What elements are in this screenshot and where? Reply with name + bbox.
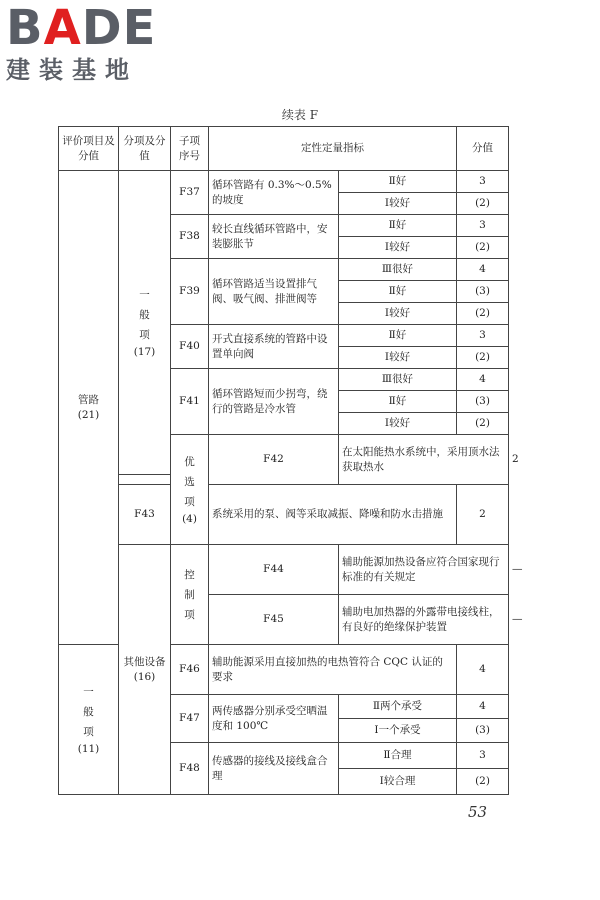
header-row (59, 127, 509, 171)
item-score: 4 (457, 695, 509, 719)
item-grade: Ⅲ很好 (339, 369, 457, 391)
item-score: (3) (457, 719, 509, 743)
table-row: F45 辅助电加热器的外露带电接线柱，有良好的绝缘保护装置 — (59, 595, 509, 645)
item-score: 3 (457, 325, 509, 347)
header-project: 评价项目及分值 (59, 127, 119, 171)
header-score: 分值 (457, 127, 509, 171)
logo-brand-text: BADE (6, 0, 157, 56)
item-id: F43 (119, 485, 171, 545)
table-row: 优选项 (4) F42 在太阳能热水系统中，采用顶水法获取热水 2 (59, 435, 509, 465)
item-score: 3 (457, 171, 509, 193)
item-grade: Ⅰ一个承受 (339, 719, 457, 743)
item-grade: Ⅱ好 (339, 391, 457, 413)
item-id: F38 (171, 215, 209, 259)
item-score: (2) (457, 347, 509, 369)
brand-logo (6, 0, 176, 84)
page-number: 53 (468, 803, 488, 821)
table-row: 其他设备 (16) 控制项 F44 辅助能源加热设备应符合国家现行标准的有关规定 — (59, 545, 509, 595)
table-row (59, 485, 509, 505)
table-caption: 续表 F (281, 108, 319, 122)
item-text: 循环管路适当设置排气阀、吸气阀、排泄阀等 (209, 259, 339, 325)
item-score: (2) (457, 237, 509, 259)
item-id: F40 (171, 325, 209, 369)
header-item-no: 子项序号 (171, 127, 209, 171)
item-id: F42 (209, 435, 339, 485)
item-score: 3 (457, 743, 509, 769)
item-text: 较长直线循环管路中，安装膨胀节 (209, 215, 339, 259)
evaluation-table (58, 126, 523, 795)
table-row (59, 171, 509, 193)
item-text: 系统采用的泵、阀等采取减振、降噪和防水击措施 (209, 485, 457, 545)
item-grade: Ⅰ较好 (339, 303, 457, 325)
item-grade: Ⅰ较合理 (339, 769, 457, 795)
item-text: 传感器的接线及接线盒合理 (209, 743, 339, 795)
item-score: 4 (457, 369, 509, 391)
item-id: F46 (171, 645, 209, 695)
item-score: 2 (457, 485, 509, 545)
item-score: (3) (457, 391, 509, 413)
item-text: 在太阳能热水系统中，采用顶水法获取热水 (339, 435, 509, 485)
item-score: (3) (457, 281, 509, 303)
item-id: F41 (171, 369, 209, 435)
item-id: F37 (171, 171, 209, 215)
item-score: (2) (457, 193, 509, 215)
item-id: F45 (209, 595, 339, 645)
item-id: F39 (171, 259, 209, 325)
item-grade: Ⅱ好 (339, 281, 457, 303)
header-indicator: 定性定量指标 (209, 127, 457, 171)
item-grade: Ⅰ较好 (339, 193, 457, 215)
item-score: (2) (457, 769, 509, 795)
item-score: (2) (457, 413, 509, 435)
item-score: 4 (457, 645, 509, 695)
item-text: 辅助能源采用直接加热的电热管符合 CQC 认证的要求 (209, 645, 457, 695)
subgroup-general-1: 一般项 (17) (119, 171, 171, 475)
item-score: 3 (457, 215, 509, 237)
logo-subtitle: 建装基地 (6, 56, 138, 84)
item-grade: Ⅰ较好 (339, 237, 457, 259)
item-id: F48 (171, 743, 209, 795)
item-id: F47 (171, 695, 209, 743)
item-grade: Ⅱ好 (339, 215, 457, 237)
subgroup-control: 控制项 (171, 545, 209, 645)
item-grade: Ⅱ好 (339, 325, 457, 347)
item-text: 辅助电加热器的外露带电接线柱，有良好的绝缘保护装置 (339, 595, 509, 645)
item-id: F44 (209, 545, 339, 595)
item-score: 4 (457, 259, 509, 281)
header-subitem: 分项及分值 (119, 127, 171, 171)
item-text: 两传感器分别承受空晒温度和 100℃ (209, 695, 339, 743)
item-grade: Ⅱ好 (339, 171, 457, 193)
item-text: 开式直接系统的管路中设置单向阀 (209, 325, 339, 369)
item-score: (2) (457, 303, 509, 325)
item-grade: Ⅰ较好 (339, 347, 457, 369)
subgroup-preferred: 优选项 (4) (171, 435, 209, 545)
item-text: 循环管路有 0.3%～0.5%的坡度 (209, 171, 339, 215)
group-other-equipment: 其他设备 (16) (119, 545, 171, 795)
item-text: 循环管路短而少拐弯，绕行的管路是冷水管 (209, 369, 339, 435)
group-pipeline: 管路 (21) (59, 171, 119, 645)
item-text: 辅助能源加热设备应符合国家现行标准的有关规定 (339, 545, 509, 595)
item-grade: Ⅲ很好 (339, 259, 457, 281)
item-grade: Ⅱ两个承受 (339, 695, 457, 719)
item-grade: Ⅰ较好 (339, 413, 457, 435)
item-grade: Ⅱ合理 (339, 743, 457, 769)
subgroup-general-2: 一般项 (11) (59, 645, 119, 795)
